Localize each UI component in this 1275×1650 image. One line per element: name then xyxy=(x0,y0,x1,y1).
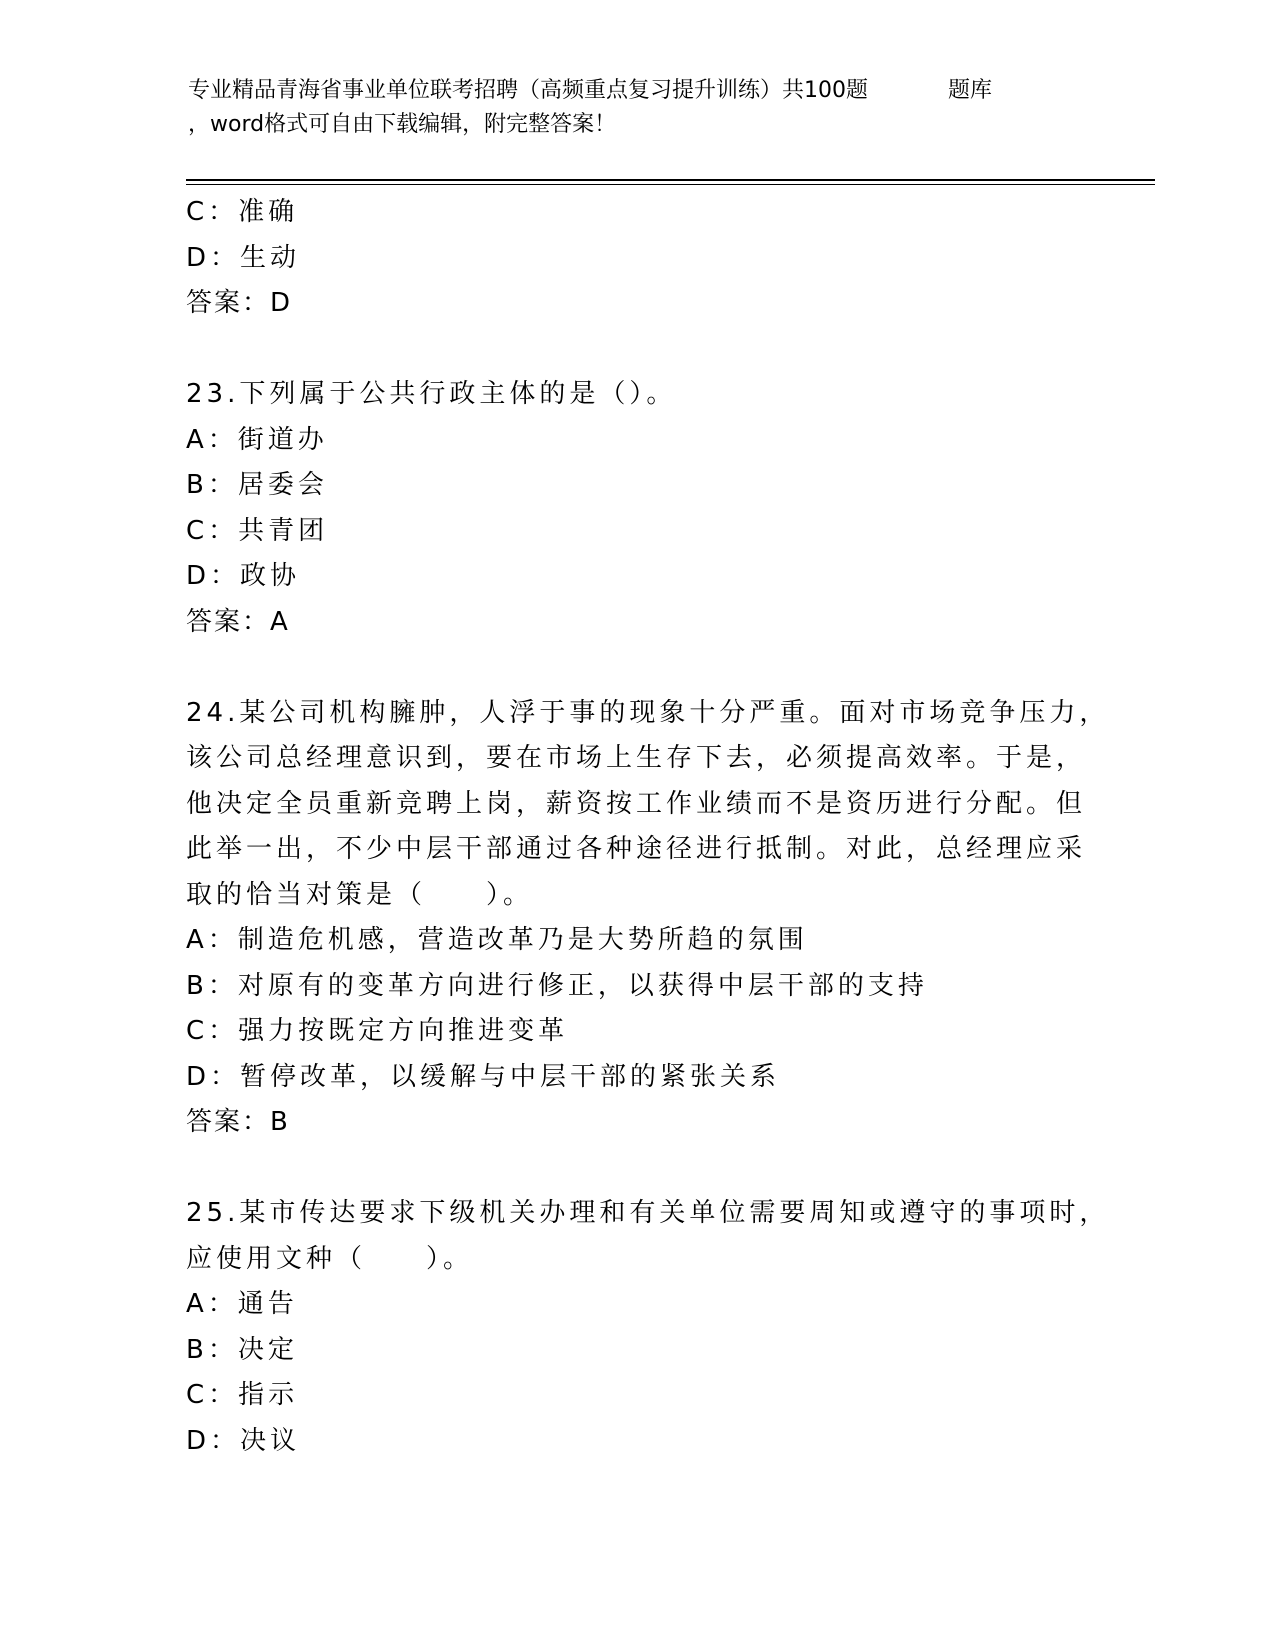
question-stem-line: 应使用文种（ ）。 xyxy=(186,1243,474,1274)
option-d: D：暂停改革，以缓解与中层干部的紧张关系 xyxy=(186,1061,781,1092)
question-stem-line: 24.某公司机构臃肿，人浮于事的现象十分严重。面对市场竞争压力， xyxy=(186,697,1110,728)
option-a: A：通告 xyxy=(186,1289,298,1319)
document-title: 专业精品青海省事业单位联考招聘（高频重点复习提升训练）共100题 xyxy=(188,78,868,103)
header-rule-thin xyxy=(186,184,1155,185)
option-b: B：居委会 xyxy=(186,470,328,500)
question-block-25 xyxy=(186,1191,1110,1464)
option-a: A：制造危机感，营造改革乃是大势所趋的氛围 xyxy=(186,925,808,955)
option-d: D：政协 xyxy=(186,561,301,591)
question-stem-line: 取的恰当对策是（ ）。 xyxy=(186,879,534,910)
document-subtitle: ，word格式可自由下载编辑，附完整答案！ xyxy=(188,112,617,137)
option-b: B：对原有的变革方向进行修正，以获得中层干部的支持 xyxy=(186,970,928,1001)
option-c: C：共青团 xyxy=(186,515,329,546)
option-d: D：生动 xyxy=(186,242,301,273)
question-stem-line: 25.某市传达要求下级机关办理和有关单位需要周知或遵守的事项时， xyxy=(186,1198,1110,1228)
answer-line: 答案：B xyxy=(186,1107,290,1137)
header-rule xyxy=(186,179,1155,181)
question-stem-line: 该公司总经理意识到，要在市场上生存下去，必须提高效率。于是， xyxy=(186,743,1087,773)
document-body xyxy=(186,190,1110,1464)
question-block-23 xyxy=(186,372,1086,645)
option-b: B：决定 xyxy=(186,1334,298,1365)
question-stem: 23.下列属于公共行政主体的是（）。 xyxy=(186,379,677,409)
question-stem-line: 此举一出，不少中层干部通过各种途径进行抵制。对此，总经理应采 xyxy=(186,834,1087,864)
option-c: C：指示 xyxy=(186,1380,299,1410)
option-a: A：街道办 xyxy=(186,424,328,455)
question-stem-line: 他决定全员重新竞聘上岗，薪资按工作业绩而不是资历进行分配。但 xyxy=(186,788,1087,819)
question-block-24 xyxy=(186,691,1110,1146)
option-d: D：决议 xyxy=(186,1425,301,1456)
document-tag: 题库 xyxy=(948,78,993,103)
answer-line: 答案：A xyxy=(186,606,290,637)
option-c: C：准确 xyxy=(186,197,299,227)
answer-line: 答案：D xyxy=(186,288,293,318)
page-header xyxy=(188,74,1148,142)
question-block-22 xyxy=(186,190,1086,327)
option-c: C：强力按既定方向推进变革 xyxy=(186,1016,569,1046)
